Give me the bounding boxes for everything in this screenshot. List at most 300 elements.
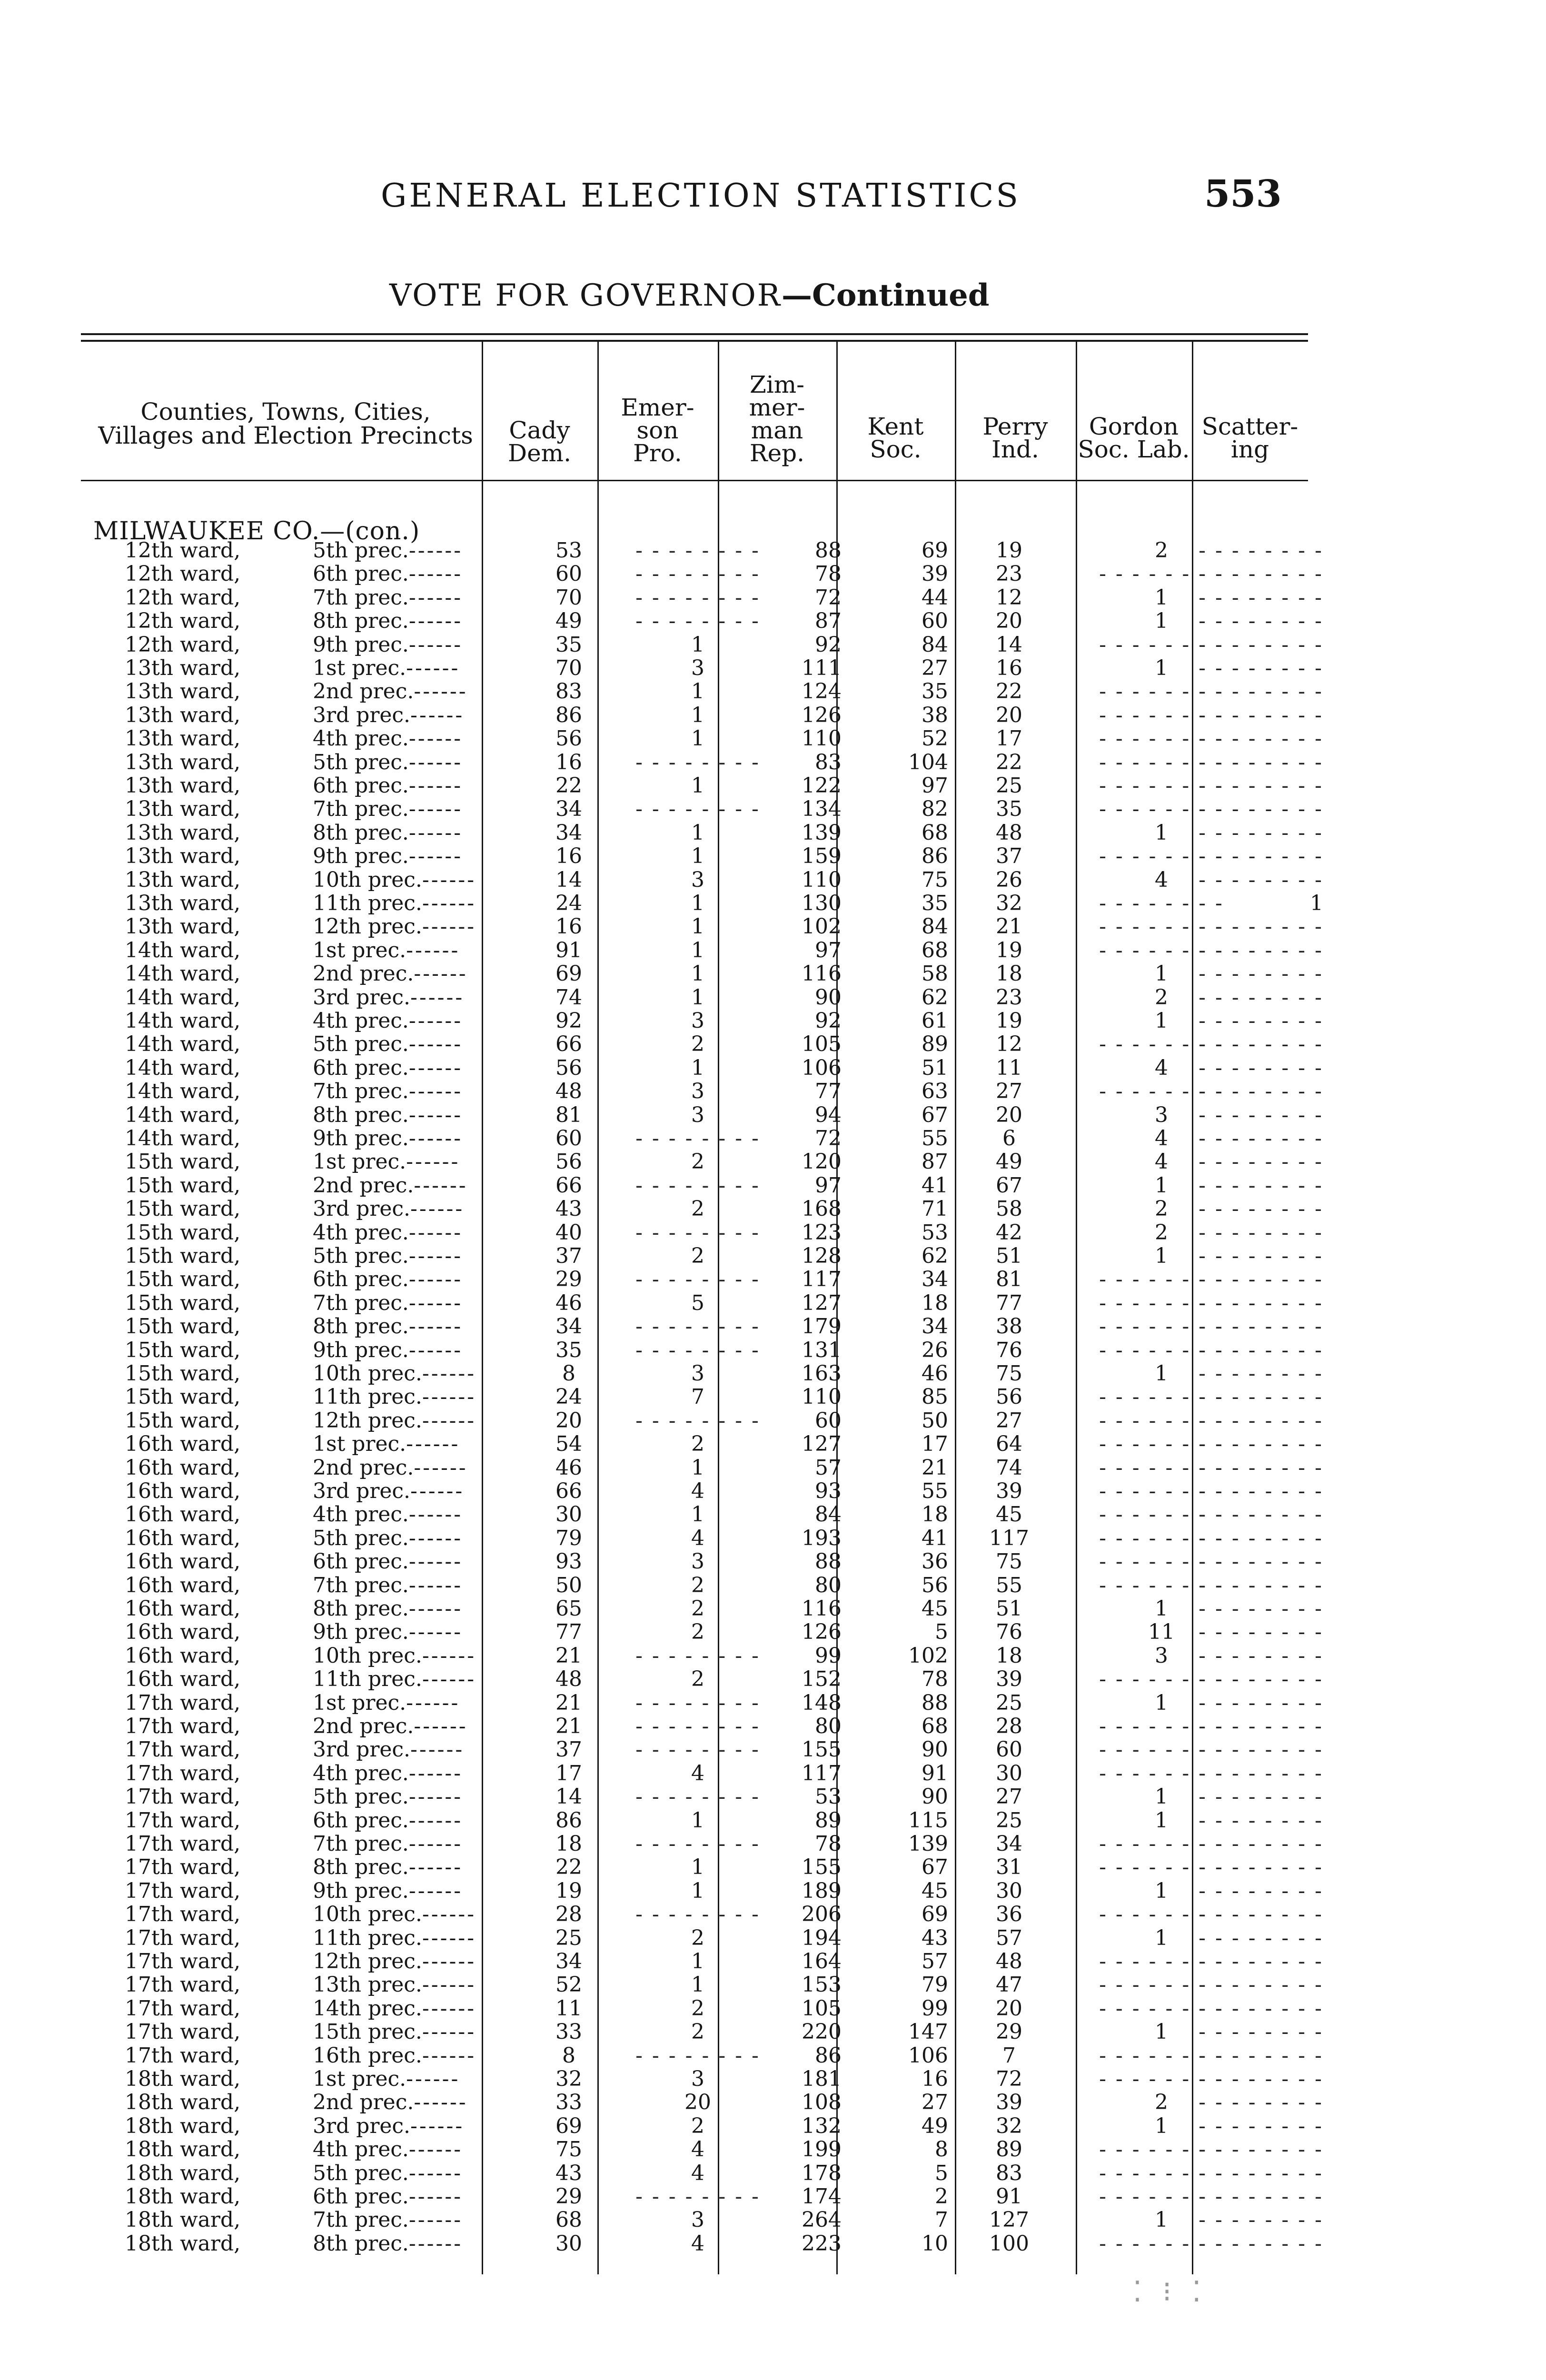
kent-votes: 61	[922, 1009, 948, 1033]
zimmerman-votes: 110	[802, 867, 842, 892]
scattering-votes: - - - - - - - -	[1199, 1949, 1323, 1973]
ward-label: 14th ward,	[125, 1032, 241, 1056]
cady-votes: 33	[555, 2090, 582, 2115]
table-row	[0, 797, 1546, 821]
cady-votes: 16	[555, 914, 582, 939]
table-row	[0, 1950, 1546, 1973]
gordon-votes: - - - - - - - -	[1099, 726, 1224, 751]
table-row	[0, 1056, 1546, 1080]
precinct-name	[125, 1032, 481, 1056]
kent-votes: 75	[922, 867, 948, 892]
scattering-votes: - - - - - - - -	[1199, 2208, 1323, 2232]
perry-votes: 20	[996, 609, 1022, 634]
scattering-votes: - - - - - - - -	[1199, 1173, 1323, 1198]
leader-dots: ------	[406, 2067, 460, 2091]
precinct-label: 10th prec.	[313, 1903, 422, 1926]
table-row	[0, 1174, 1546, 1197]
table-row	[0, 1597, 1546, 1620]
perry-votes: 12	[996, 1032, 1022, 1057]
gordon-votes: - - - - - - - -	[1099, 632, 1224, 657]
precinct-label: 5th prec.	[313, 1785, 409, 1809]
cady-votes: 68	[555, 2208, 582, 2232]
table-row	[0, 1197, 1546, 1220]
emerson-votes: - - - - - - - -	[635, 1314, 760, 1339]
cady-votes: 20	[555, 1408, 582, 1433]
zimmerman-votes: 80	[815, 1573, 842, 1597]
gordon-votes: 1	[1155, 585, 1168, 610]
perry-votes: 30	[996, 1761, 1022, 1785]
table-row	[0, 1715, 1546, 1738]
cady-votes: 35	[555, 1338, 582, 1362]
table-row	[0, 1879, 1546, 1903]
scattering-votes: - - - - - - - -	[1199, 1808, 1323, 1833]
zimmerman-votes: 72	[815, 585, 842, 610]
cady-votes: 54	[555, 1432, 582, 1457]
ward-label: 18th ward,	[125, 2091, 241, 2114]
cady-votes: 8	[562, 2043, 575, 2068]
perry-votes: 23	[996, 985, 1022, 1010]
leader-dots: ------	[422, 1950, 476, 1973]
scattering-votes: - - - - - - - -	[1199, 962, 1323, 986]
scattering-votes: - - - - - - - -	[1199, 632, 1323, 657]
emerson-votes: - - - - - - - -	[635, 1126, 760, 1150]
zimmerman-votes: 132	[802, 2113, 842, 2138]
kent-votes: 35	[922, 679, 948, 704]
ward-label: 17th ward,	[125, 2043, 241, 2067]
emerson-votes: 1	[691, 1855, 704, 1880]
perry-votes: 28	[996, 1714, 1022, 1738]
perry-votes: 30	[996, 1878, 1022, 1903]
scattering-votes: - - - - - - - -	[1199, 1737, 1323, 1762]
gordon-votes: 1	[1155, 1878, 1168, 1903]
emerson-votes: 3	[691, 2067, 704, 2091]
emerson-votes: 1	[691, 1878, 704, 1903]
kent-votes: 50	[922, 1408, 948, 1433]
kent-votes: 85	[922, 1385, 948, 1409]
scattering-votes: - - - - - - - -	[1199, 2184, 1323, 2209]
perry-votes: 76	[996, 1620, 1022, 1645]
zimmerman-votes: 178	[802, 2161, 842, 2185]
perry-votes: 19	[996, 538, 1022, 563]
zimmerman-votes: 87	[815, 609, 842, 634]
leader-dots: ------	[408, 2208, 463, 2232]
cady-votes: 34	[555, 797, 582, 822]
ward-label: 14th ward,	[125, 1056, 241, 1080]
emerson-votes: 4	[691, 2137, 704, 2162]
emerson-votes: 2	[691, 1925, 704, 1950]
leader-dots: ------	[408, 2138, 463, 2162]
cady-votes: 34	[555, 1314, 582, 1339]
table-row	[0, 1362, 1546, 1385]
emerson-votes: 2	[691, 1597, 704, 1621]
emerson-votes: - - - - - - - -	[635, 609, 760, 634]
leader-dots: ------	[408, 2161, 463, 2185]
kent-votes: 27	[922, 656, 948, 680]
precinct-label: 8th prec.	[313, 2231, 409, 2255]
precinct-name	[125, 1597, 481, 1620]
gordon-votes: 3	[1155, 1643, 1168, 1668]
gordon-votes: - - - - - - - -	[1099, 1502, 1224, 1527]
table-row	[0, 962, 1546, 985]
precinct-name	[125, 1973, 481, 1996]
zimmerman-votes: 148	[802, 1690, 842, 1715]
cady-votes: 22	[555, 774, 582, 798]
gordon-votes: - - - - - - - -	[1099, 2043, 1224, 2068]
cady-votes: 34	[555, 1949, 582, 1973]
table-row	[0, 1809, 1546, 1832]
cady-votes: 66	[555, 1173, 582, 1198]
kent-votes: 2	[935, 2184, 948, 2209]
leader-dots: ------	[408, 1526, 463, 1550]
cady-votes: 75	[555, 2137, 582, 2162]
emerson-votes: 4	[691, 2161, 704, 2185]
precinct-name	[125, 704, 481, 727]
kent-votes: 62	[922, 1244, 948, 1268]
emerson-votes: 1	[691, 1455, 704, 1480]
zimmerman-votes: 80	[815, 1714, 842, 1738]
ward-label: 14th ward,	[125, 1080, 241, 1103]
leader-dots: ------	[408, 1832, 463, 1855]
kent-votes: 21	[922, 1455, 948, 1480]
zimmerman-votes: 78	[815, 1832, 842, 1856]
table-row	[0, 2185, 1546, 2208]
precinct-name	[125, 1903, 481, 1926]
zimmerman-votes: 97	[815, 1173, 842, 1198]
kent-votes: 51	[922, 1055, 948, 1080]
precinct-name	[125, 1855, 481, 1879]
scattering-votes: - - - - - - - -	[1199, 1667, 1323, 1692]
cady-votes: 14	[555, 1785, 582, 1809]
perry-votes: 100	[989, 2231, 1029, 2256]
perry-votes: 91	[996, 2184, 1022, 2209]
gordon-votes: 2	[1155, 538, 1168, 563]
kent-votes: 41	[922, 1173, 948, 1198]
precinct-label: 2nd prec.	[313, 2091, 414, 2114]
precinct-name	[125, 1127, 481, 1150]
zimmerman-votes: 152	[802, 1667, 842, 1692]
ward-label: 14th ward,	[125, 962, 241, 986]
leader-dots: ------	[408, 539, 463, 562]
kent-votes: 38	[922, 703, 948, 727]
precinct-name	[125, 2044, 481, 2067]
emerson-votes: 1	[691, 1055, 704, 1080]
scattering-votes: - - - - - - - -	[1199, 938, 1323, 962]
table-row	[0, 1032, 1546, 1056]
precinct-label: 8th prec.	[313, 1597, 409, 1620]
precinct-name	[125, 1197, 481, 1220]
scattering-votes: - - - - - - - -	[1199, 1455, 1323, 1480]
kent-votes: 60	[922, 609, 948, 634]
precinct-name	[125, 1103, 481, 1127]
leader-dots: ------	[406, 938, 460, 962]
scattering-votes: - - - - - - - -	[1199, 797, 1323, 822]
precinct-name	[125, 797, 481, 821]
perry-votes: 89	[996, 2137, 1022, 2162]
gordon-votes: 1	[1155, 609, 1168, 634]
precinct-label: 11th prec.	[313, 1926, 422, 1950]
kent-votes: 8	[935, 2137, 948, 2162]
column-header-zimmerman: Zim- mer- man Rep.	[749, 371, 805, 467]
gordon-votes: - - - - - - - -	[1099, 1267, 1224, 1292]
leader-dots: ------	[414, 1456, 468, 1479]
zimmerman-votes: 181	[802, 2067, 842, 2091]
leader-dots: ------	[422, 1667, 476, 1691]
scattering-votes: - - - - - - - -	[1199, 2231, 1323, 2256]
cady-votes: 52	[555, 1973, 582, 1997]
table-row	[0, 704, 1546, 727]
emerson-votes: 3	[691, 1102, 704, 1127]
kent-votes: 139	[908, 1832, 948, 1856]
leader-dots: ------	[408, 774, 463, 797]
cady-votes: 30	[555, 2231, 582, 2256]
cady-votes: 92	[555, 1009, 582, 1033]
table-row	[0, 1409, 1546, 1432]
precinct-label: 9th prec.	[313, 844, 409, 868]
gordon-votes: - - - - - - - -	[1099, 1714, 1224, 1738]
emerson-votes: 1	[691, 1949, 704, 1973]
table-row	[0, 539, 1546, 562]
zimmerman-votes: 83	[815, 750, 842, 774]
leader-dots: ------	[408, 1573, 463, 1597]
precinct-name	[125, 1339, 481, 1362]
perry-votes: 14	[996, 632, 1022, 657]
leader-dots: ------	[406, 656, 460, 680]
precinct-name	[125, 1385, 481, 1408]
emerson-votes: - - - - - - - -	[635, 1690, 760, 1715]
table-row	[0, 1479, 1546, 1503]
table-row	[0, 656, 1546, 680]
gordon-votes: - - - - - - - -	[1099, 797, 1224, 822]
kent-votes: 56	[922, 1573, 948, 1597]
precinct-label: 3rd prec.	[313, 2114, 411, 2138]
precinct-label: 7th prec.	[313, 1832, 409, 1855]
cady-votes: 77	[555, 1620, 582, 1645]
cady-votes: 46	[555, 1290, 582, 1315]
precinct-name	[125, 1315, 481, 1338]
precinct-name	[125, 1762, 481, 1785]
perry-votes: 25	[996, 774, 1022, 798]
header-rule	[81, 480, 1308, 481]
ward-label: 13th ward,	[125, 774, 241, 797]
zimmerman-votes: 72	[815, 1126, 842, 1150]
zimmerman-votes: 102	[802, 914, 842, 939]
perry-votes: 47	[996, 1973, 1022, 1997]
leader-dots: ------	[408, 562, 463, 586]
precinct-name	[125, 2091, 481, 2114]
cady-votes: 86	[555, 1808, 582, 1833]
emerson-votes: 2	[691, 1996, 704, 2021]
table-row	[0, 1503, 1546, 1526]
table-row	[0, 1832, 1546, 1855]
precinct-label: 4th prec.	[313, 2138, 409, 2162]
ward-label: 14th ward,	[125, 1103, 241, 1127]
perry-votes: 29	[996, 2020, 1022, 2044]
scattering-votes: - - - - - - - -	[1199, 1126, 1323, 1150]
top-rule	[81, 333, 1308, 335]
scattering-votes: - - - - - - - -	[1199, 1032, 1323, 1057]
table-row	[0, 2162, 1546, 2185]
kent-votes: 69	[922, 538, 948, 563]
precinct-label: 7th prec.	[313, 1573, 409, 1597]
table-row	[0, 1527, 1546, 1550]
table-row	[0, 1620, 1546, 1644]
scattering-votes: - - - - - - - -	[1199, 820, 1323, 845]
emerson-votes: 3	[691, 867, 704, 892]
scattering-votes: - - - - - - - -	[1199, 1055, 1323, 1080]
cady-votes: 30	[555, 1502, 582, 1527]
cady-votes: 16	[555, 844, 582, 869]
perry-votes: 32	[996, 891, 1022, 915]
table-row	[0, 1456, 1546, 1479]
precinct-label: 14th prec.	[313, 1996, 422, 2020]
gordon-votes: - - - - - - - -	[1099, 703, 1224, 727]
precinct-name	[125, 1244, 481, 1268]
table-row	[0, 986, 1546, 1009]
perry-votes: 27	[996, 1408, 1022, 1433]
ward-label: 13th ward,	[125, 750, 241, 774]
scattering-votes: - - - - - - - -	[1199, 1361, 1323, 1386]
precinct-name	[125, 1291, 481, 1315]
precinct-label: 3rd prec.	[313, 1738, 411, 1762]
emerson-votes: 1	[691, 962, 704, 986]
kent-votes: 67	[922, 1855, 948, 1880]
emerson-votes: 1	[691, 632, 704, 657]
kent-votes: 84	[922, 632, 948, 657]
precinct-name	[125, 1056, 481, 1080]
column-header-precincts: Counties, Towns, Cities, Villages and Election Precincts	[98, 398, 473, 449]
emerson-votes: - - - - - - - -	[635, 562, 760, 586]
zimmerman-votes: 108	[802, 2090, 842, 2115]
precinct-name	[125, 821, 481, 844]
leader-dots: ------	[408, 1220, 463, 1244]
cady-votes: 14	[555, 867, 582, 892]
table-row	[0, 2114, 1546, 2138]
scattering-votes: - - - - - - - -	[1199, 1714, 1323, 1738]
emerson-votes: 2	[691, 2113, 704, 2138]
precinct-name	[125, 1174, 481, 1197]
gordon-votes: - - - - - - - -	[1099, 1290, 1224, 1315]
cady-votes: 21	[555, 1690, 582, 1715]
zimmerman-votes: 174	[802, 2184, 842, 2209]
table-title-suffix: —Continued	[781, 278, 990, 313]
perry-votes: 81	[996, 1267, 1022, 1292]
zimmerman-votes: 111	[802, 656, 842, 680]
table-row	[0, 1315, 1546, 1338]
precinct-label: 12th prec.	[313, 915, 422, 939]
ward-label: 15th ward,	[125, 1338, 241, 1362]
ward-label: 17th ward,	[125, 1761, 241, 1785]
precinct-name	[125, 1150, 481, 1173]
perry-votes: 35	[996, 797, 1022, 822]
emerson-votes: 3	[691, 1361, 704, 1386]
table-row	[0, 915, 1546, 938]
scattering-votes: - - - - - - - -	[1199, 1973, 1323, 1997]
leader-dots: ------	[422, 1385, 476, 1409]
gordon-votes: 1	[1155, 962, 1168, 986]
perry-votes: 19	[996, 1009, 1022, 1033]
table-title	[389, 278, 990, 313]
perry-votes: 39	[996, 1667, 1022, 1692]
ward-label: 14th ward,	[125, 1009, 241, 1032]
kent-votes: 106	[908, 2043, 948, 2068]
precinct-label: 4th prec.	[313, 727, 409, 751]
gordon-votes: - - - - - - - -	[1099, 914, 1224, 939]
leader-dots: ------	[408, 1056, 463, 1080]
gordon-votes: - - - - - - - -	[1099, 1432, 1224, 1457]
zimmerman-votes: 163	[802, 1361, 842, 1386]
perry-votes: 42	[996, 1220, 1022, 1245]
kent-votes: 90	[922, 1785, 948, 1809]
precinct-name	[125, 868, 481, 892]
precinct-label: 5th prec.	[313, 1526, 409, 1550]
gordon-votes: - - - - - - - -	[1099, 891, 1224, 915]
scattering-votes: - - - - - - - -	[1199, 2137, 1323, 2162]
precinct-name	[125, 1503, 481, 1526]
table-row	[0, 562, 1546, 585]
perry-votes: 11	[996, 1055, 1022, 1080]
perry-votes: 51	[996, 1597, 1022, 1621]
precinct-name	[125, 1926, 481, 1950]
cady-votes: 34	[555, 820, 582, 845]
kent-votes: 53	[922, 1220, 948, 1245]
emerson-votes: - - - - - - - -	[635, 1220, 760, 1245]
table-row	[0, 2091, 1546, 2114]
zimmerman-votes: 199	[802, 2137, 842, 2162]
gordon-votes: 1	[1155, 2020, 1168, 2044]
emerson-votes: 3	[691, 1079, 704, 1104]
ward-label: 15th ward,	[125, 1197, 241, 1221]
precinct-label: 2nd prec.	[313, 680, 414, 704]
precinct-label: 9th prec.	[313, 633, 409, 656]
perry-votes: 16	[996, 656, 1022, 680]
kent-votes: 45	[922, 1597, 948, 1621]
table-row	[0, 1291, 1546, 1315]
precinct-name	[125, 962, 481, 985]
zimmerman-votes: 94	[815, 1102, 842, 1127]
emerson-votes: 20	[684, 2090, 711, 2115]
perry-votes: 76	[996, 1338, 1022, 1362]
cady-votes: 66	[555, 1032, 582, 1057]
ward-label: 15th ward,	[125, 1244, 241, 1268]
kent-votes: 34	[922, 1267, 948, 1292]
gordon-votes: - - - - - - - -	[1099, 2184, 1224, 2209]
gordon-votes: - - - - - - - -	[1099, 1973, 1224, 1997]
zimmerman-votes: 77	[815, 1079, 842, 1104]
scattering-votes: - - - - - - - -	[1199, 1197, 1323, 1221]
gordon-votes: - - - - - - - -	[1099, 774, 1224, 798]
zimmerman-votes: 97	[815, 938, 842, 962]
ward-label: 16th ward,	[125, 1479, 241, 1503]
gordon-votes: 1	[1155, 656, 1168, 680]
ward-label: 13th ward,	[125, 892, 241, 915]
cady-votes: 21	[555, 1643, 582, 1668]
cady-votes: 24	[555, 1385, 582, 1409]
precinct-name	[125, 1550, 481, 1573]
precinct-name	[125, 1738, 481, 1761]
zimmerman-votes: 223	[802, 2231, 842, 2256]
perry-votes: 18	[996, 1643, 1022, 1668]
cady-votes: 69	[555, 962, 582, 986]
emerson-votes: 3	[691, 1009, 704, 1033]
cady-votes: 37	[555, 1737, 582, 1762]
kent-votes: 58	[922, 962, 948, 986]
page-smudge: ⁚ ⁝ ⁚	[1133, 2275, 1207, 2309]
precinct-name	[125, 656, 481, 680]
ward-label: 15th ward,	[125, 1315, 241, 1339]
leader-dots: ------	[408, 797, 463, 821]
zimmerman-votes: 93	[815, 1479, 842, 1503]
leader-dots: ------	[408, 1244, 463, 1268]
